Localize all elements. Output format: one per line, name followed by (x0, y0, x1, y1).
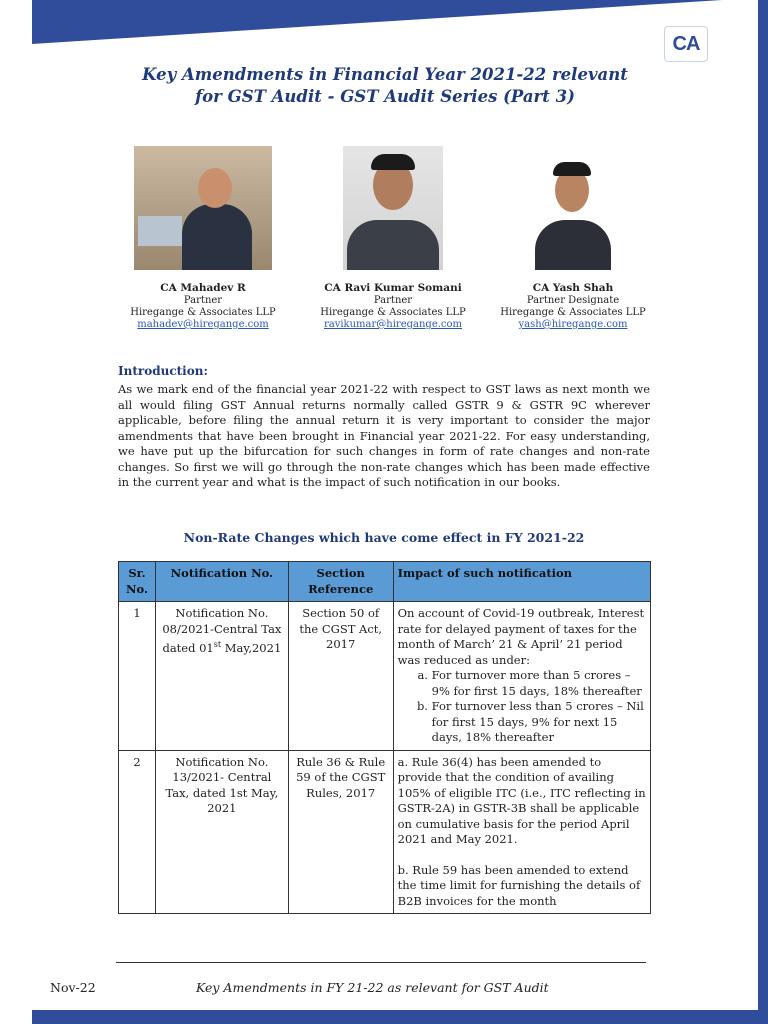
ca-logo-text: CA (672, 32, 700, 55)
amendments-table (118, 561, 651, 914)
header-section: Section Reference (288, 562, 393, 602)
page-title (60, 64, 710, 108)
ca-logo (664, 26, 708, 62)
author-photo (533, 156, 613, 270)
impact-item-b: b. Rule 59 has been amended to extend the time limit for furnishing the details of B2B invoices for the month (397, 862, 641, 908)
header-impact: Impact of such notification (393, 562, 650, 602)
author-card-1 (118, 146, 288, 331)
author-email-link[interactable]: mahadev@hiregange.com (137, 319, 269, 330)
author-card-2 (308, 146, 478, 331)
footer-divider (116, 962, 646, 963)
author-name: CA Ravi Kumar Somani (324, 282, 462, 294)
cell-sr: 2 (119, 750, 156, 914)
author-email-link[interactable]: yash@hiregange.com (518, 319, 628, 330)
cell-notification: Notification No. 08/2021-Central Tax dated 01st May,2021 (155, 602, 288, 751)
header-notification: Notification No. (155, 562, 288, 602)
author-role: Partner (373, 295, 413, 306)
author-name: CA Yash Shah (532, 282, 614, 294)
author-firm: Hiregange & Associates LLP (500, 307, 646, 318)
table-row (119, 750, 651, 914)
bottom-decor-band (32, 1010, 768, 1024)
intro-paragraph: As we mark end of the financial year 2021-22 with respect to GST laws as next month we all would filing GST Annual returns normally called GSTR 9 & GSTR 9C wherever applicable, before filing the annual return it is very important to consider the major amendments that have been brought in Financial year 2021-22. For easy understanding, we have put up the bifurcation for such changes in form of rate changes and non-rate changes. So first we will go through the non-rate changes which has been made effective in the current year and what is the impact of such notification in our books. (118, 382, 650, 489)
cell-sr: 1 (119, 602, 156, 751)
cell-notification: Notification No. 13/2021- Central Tax, dated 1st May, 2021 (155, 750, 288, 914)
title-line-2: for GST Audit - GST Audit Series (Part 3) (195, 87, 575, 106)
top-decor-band (32, 0, 722, 44)
intro-heading: Introduction: (118, 364, 208, 378)
cell-impact (393, 750, 650, 914)
author-photo (134, 146, 272, 270)
author-card-3 (488, 146, 658, 331)
authors-section (118, 146, 658, 344)
cell-section: Section 50 of the CGST Act, 2017 (288, 602, 393, 751)
author-photo (343, 146, 443, 270)
table-header-row (119, 562, 651, 602)
footer-date: Nov-22 (50, 980, 96, 995)
cell-impact: On account of Covid-19 outbreak, Interest rate for delayed payment of taxes for the month of March’ 21 & April’ 21 period was reduced as under: a. For turnover more than 5 crores – 9% for first 15 days, 18% thereafter b. For turnover less than 5 crores – Nil for first 15 days, 9% for next 15 days, 18% thereafter (393, 602, 650, 751)
impact-item-a: a. Rule 36(4) has been amended to provide that the condition of availing 105% of eligible ITC (i.e., ITC reflecting in GSTR-2A) in GSTR-3B shall be applicable on cumulative basis for the period April 2021 and May 2021. (397, 754, 646, 846)
author-role: Partner Designate (526, 295, 620, 306)
section-heading: Non-Rate Changes which have come effect in FY 2021-22 (183, 530, 585, 545)
cell-section: Rule 36 & Rule 59 of the CGST Rules, 2017 (288, 750, 393, 914)
author-firm: Hiregange & Associates LLP (130, 307, 276, 318)
header-sr-no: Sr. No. (119, 562, 156, 602)
author-role: Partner (183, 295, 223, 306)
author-name: CA Mahadev R (160, 282, 246, 294)
author-firm: Hiregange & Associates LLP (320, 307, 466, 318)
title-line-1: Key Amendments in Financial Year 2021-22 relevant (142, 65, 628, 84)
author-email-link[interactable]: ravikumar@hiregange.com (323, 319, 463, 330)
impact-item-b: b. For turnover less than 5 crores – Nil for first 15 days, 9% for next 15 days, 18% thereafter (432, 699, 646, 746)
footer-title: Key Amendments in FY 21-22 as relevant for GST Audit (196, 980, 549, 995)
impact-item-a: a. For turnover more than 5 crores – 9% for first 15 days, 18% thereafter (432, 668, 646, 699)
right-decor-band (758, 0, 768, 1024)
table-row (119, 602, 651, 751)
